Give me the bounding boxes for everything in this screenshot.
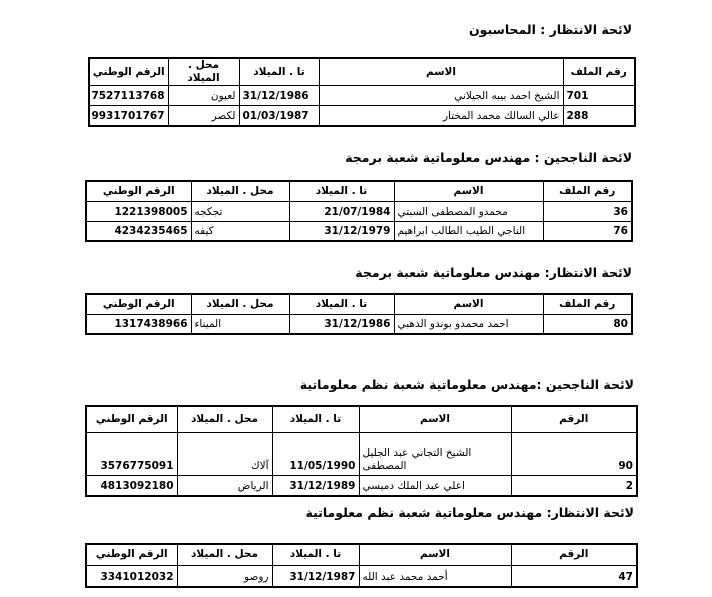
header-file-number: رقم الملف <box>543 294 632 314</box>
header-birth-place: محل . الميلاد <box>191 181 289 201</box>
header-number: الرقم <box>511 544 637 565</box>
table-header-row <box>86 406 637 432</box>
section-title-pass-infosystems: لائحة الناجحين :مهندس معلوماتية شعبة نظم معلوماتية <box>299 377 634 392</box>
cell-national-id: 1221398005 <box>86 201 191 221</box>
cell-national-id: 3341012032 <box>86 565 177 587</box>
section-title-pass-programming: لائحة الناجحين : مهندس معلوماتية شعبة برمجة <box>345 150 632 165</box>
cell-name: اعلي عبد الملك دميسي <box>359 475 511 496</box>
table-pass-programming <box>85 180 633 242</box>
cell-file-number: 288 <box>563 106 635 126</box>
table-waiting-accountants <box>88 57 636 127</box>
cell-number: 90 <box>511 432 637 475</box>
cell-birth-date: 31/12/1989 <box>272 475 359 496</box>
header-birth-date: تا . الميلاد <box>289 294 394 314</box>
section-title-waiting-accountants: لائحة الانتظار : المحاسبون <box>468 22 632 37</box>
header-national-id: الرقم الوطني <box>86 181 191 201</box>
cell-name: الناجي الطيب الطالب ابراهيم <box>394 221 543 241</box>
header-name: الاسم <box>319 58 563 86</box>
cell-name: الشيخ احمد بيبه الجيلاني <box>319 86 563 106</box>
cell-birth-place: روصو <box>177 565 272 587</box>
table-row <box>86 221 632 241</box>
cell-birth-place: لكصر <box>168 106 239 126</box>
header-name: الاسم <box>394 181 543 201</box>
cell-file-number: 701 <box>563 86 635 106</box>
table-row <box>89 106 635 126</box>
table-row <box>86 475 637 496</box>
table-header-row <box>86 181 632 201</box>
cell-name: أحمد محمد عبد الله <box>359 565 511 587</box>
cell-file-number: 36 <box>543 201 632 221</box>
header-number: الرقم <box>511 406 637 432</box>
table-row <box>86 432 637 475</box>
cell-birth-date: 11/05/1990 <box>272 432 359 475</box>
cell-national-id: 3576775091 <box>86 432 177 475</box>
header-birth-date: تا . الميلاد <box>272 544 359 565</box>
header-name: الاسم <box>359 406 511 432</box>
cell-name: عالي السالك محمد المختار <box>319 106 563 126</box>
cell-birth-place: تجكجه <box>191 201 289 221</box>
cell-file-number: 76 <box>543 221 632 241</box>
header-birth-date: تا . الميلاد <box>289 181 394 201</box>
header-birth-date: تا . الميلاد <box>272 406 359 432</box>
header-file-number: رقم الملف <box>543 181 632 201</box>
cell-birth-place: لعيون <box>168 86 239 106</box>
cell-birth-date: 31/12/1986 <box>239 86 319 106</box>
header-national-id: الرقم الوطني <box>86 406 177 432</box>
cell-birth-date: 31/12/1979 <box>289 221 394 241</box>
cell-national-id: 4234235465 <box>86 221 191 241</box>
header-national-id: الرقم الوطني <box>86 544 177 565</box>
cell-national-id: 9931701767 <box>89 106 168 126</box>
cell-national-id: 1317438966 <box>86 314 191 334</box>
header-birth-place: محل . الميلاد <box>177 544 272 565</box>
header-birth-date: تا . الميلاد <box>239 58 319 86</box>
header-birth-place: محل . الميلاد <box>168 58 239 86</box>
cell-birth-date: 31/12/1986 <box>289 314 394 334</box>
cell-name: احمد محمدو بوندو الذهبي <box>394 314 543 334</box>
cell-birth-place: آلاك <box>177 432 272 475</box>
table-header-row <box>89 58 635 86</box>
table-row <box>86 201 632 221</box>
table-row <box>86 565 637 587</box>
cell-number: 47 <box>511 565 637 587</box>
header-name: الاسم <box>394 294 543 314</box>
table-waiting-programming <box>85 293 633 335</box>
header-name: الاسم <box>359 544 511 565</box>
cell-birth-date: 01/03/1987 <box>239 106 319 126</box>
header-birth-place: محل . الميلاد <box>191 294 289 314</box>
section-title-waiting-infosystems: لائحة الانتظار: مهندس معلوماتية شعبة نظم معلوماتية <box>305 505 634 520</box>
cell-birth-place: الرياض <box>177 475 272 496</box>
header-birth-place: محل . الميلاد <box>177 406 272 432</box>
cell-name: الشيخ التجاني عبد الجليل المصطفى <box>359 432 511 475</box>
cell-birth-date: 21/07/1984 <box>289 201 394 221</box>
table-header-row <box>86 544 637 565</box>
header-national-id: الرقم الوطني <box>89 58 168 86</box>
header-file-number: رقم الملف <box>563 58 635 86</box>
table-pass-infosystems <box>85 405 638 497</box>
cell-file-number: 80 <box>543 314 632 334</box>
cell-birth-place: الميناء <box>191 314 289 334</box>
table-header-row <box>86 294 632 314</box>
cell-name: محمدو المصطفى السبتي <box>394 201 543 221</box>
cell-number: 2 <box>511 475 637 496</box>
cell-birth-date: 31/12/1987 <box>272 565 359 587</box>
table-waiting-infosystems <box>85 543 638 588</box>
table-row <box>86 314 632 334</box>
header-national-id: الرقم الوطني <box>86 294 191 314</box>
cell-national-id: 4813092180 <box>86 475 177 496</box>
table-row <box>89 86 635 106</box>
section-title-waiting-programming: لائحة الانتظار: مهندس معلوماتية شعبة برمجة <box>355 265 632 280</box>
cell-birth-place: كيفه <box>191 221 289 241</box>
cell-national-id: 7527113768 <box>89 86 168 106</box>
